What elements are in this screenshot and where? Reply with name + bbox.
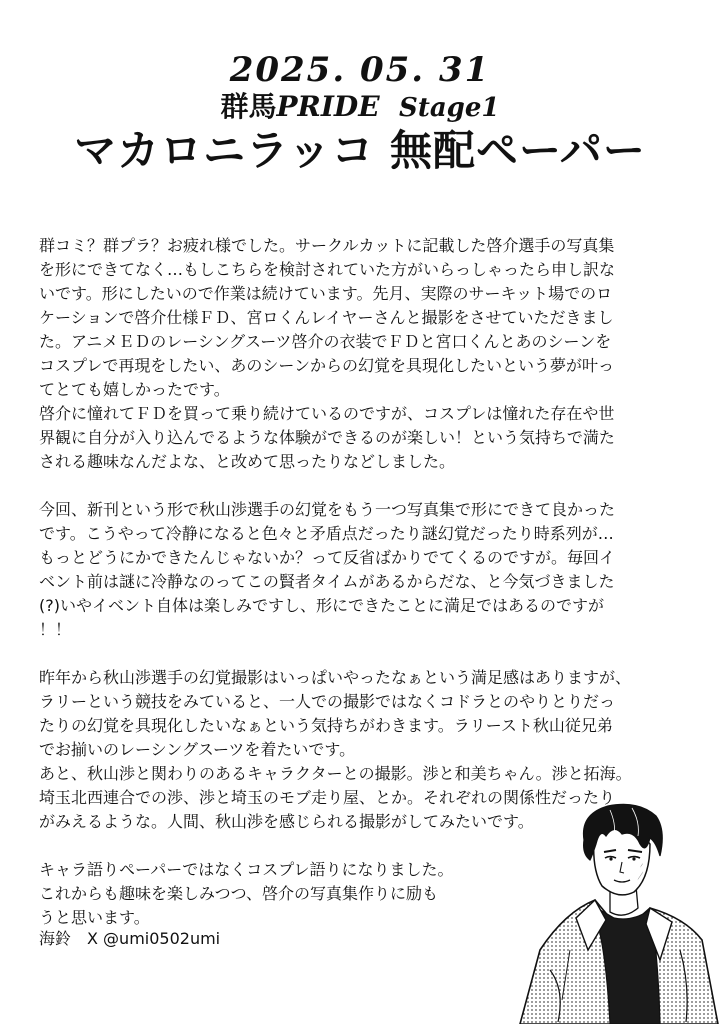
- text-line: ベント前は謎に冷静なのってこの賢者タイムがあるからだな、と今気づきました: [39, 572, 615, 591]
- text-line: キャラ語りペーパーではなくコスプレ語りになりました。: [39, 860, 454, 879]
- text-line: 埼玉北西連合での渉、渉と埼玉のモブ走り屋、とか。それぞれの関係性だったり: [39, 788, 616, 807]
- text-line: 群コミ？群プラ？お疲れ様でした。サークルカットに記載した啓介選手の写真集: [39, 236, 615, 255]
- text-line: ラリーという競技をみていると、一人での撮影ではなくコドラとのやりとりだっ: [39, 692, 616, 711]
- character-portrait-illustration: [510, 800, 720, 1024]
- text-line: うと思います。: [39, 908, 150, 927]
- text-line: 昨年から秋山渉選手の幻覚撮影はいっぱいやったなぁという満足感はありますが、: [39, 668, 632, 687]
- header: [0, 50, 720, 177]
- text-line: てとても嬉しかったです。: [39, 380, 230, 399]
- text-line: これからも趣味を楽しみつつ、啓介の写真集作りに励も: [39, 884, 439, 903]
- text-line: いです。形にしたいので作業は続けています。先月、実際のサーキット場でのロ: [39, 284, 613, 303]
- event-date: 2025. 05. 31: [229, 50, 491, 90]
- text-line: (?)いやイベント自体は楽しみですし、形にできたことに満足ではあるのですが: [39, 596, 604, 615]
- text-line: もっとどうにかできたんじゃないか？って反省ばかりでてくるのですが。毎回イ: [39, 548, 616, 567]
- paragraph-gap: [39, 642, 719, 666]
- event-stage: Stage1: [399, 93, 500, 123]
- event-name-en: PRIDE: [276, 90, 380, 123]
- text-line: がみえるような。人間、秋山渉を感じられる撮影がしてみたいです。: [39, 812, 534, 831]
- text-line: でお揃いのレーシングスーツを着たいです。: [39, 740, 356, 759]
- text-line: ！！: [39, 620, 72, 639]
- text-line: される趣味なんだよな、と改めて思ったりなどしました。: [39, 452, 456, 471]
- author-signature: 海鈴 X @umi0502umi: [39, 929, 221, 948]
- paragraph: [39, 498, 719, 642]
- text-line: 啓介に憧れてＦＤを買って乗り続けているのですが、コスプレは憧れた存在や世: [39, 404, 615, 423]
- event-name-jp: 群馬: [220, 90, 277, 123]
- text-line: 界観に自分が入り込んでるような体験ができるのが楽しい！という気持ちで満た: [39, 428, 615, 447]
- text-line: コスプレで再現をしたい、あのシーンからの幻覚を具現化したいという夢が叶っ: [39, 356, 615, 375]
- text-line: を形にできてなく…もしこちらを検討されていた方がいらっしゃったら申し訳な: [39, 260, 616, 279]
- text-line: たりの幻覚を具現化したいなぁという気持ちがわきます。ラリースト秋山従兄弟: [39, 716, 613, 735]
- text-line: です。こうやって冷静になると色々と矛盾点だったり謎幻覚だったり時系列が…: [39, 524, 614, 543]
- text-line: 今回、新刊という形で秋山渉選手の幻覚をもう一つ写真集で形にできて良かった: [39, 500, 616, 519]
- text-line: ケーションで啓介仕様ＦＤ、宮ロくんレイヤーさんと撮影をさせていただきまし: [39, 308, 614, 327]
- page-title: マカロニラッコ 無配ペーパー: [74, 126, 646, 175]
- text-line: た。アニメＥＤのレーシングスーツ啓介の衣装でＦＤと宮口くんとあのシーンを: [39, 332, 612, 351]
- paragraph: [39, 234, 719, 474]
- text-line: あと、秋山渉と関わりのあるキャラクターとの撮影。渉と和美ちゃん。渉と拓海。: [39, 764, 632, 783]
- event-name: [0, 90, 720, 125]
- paragraph-gap: [39, 474, 719, 498]
